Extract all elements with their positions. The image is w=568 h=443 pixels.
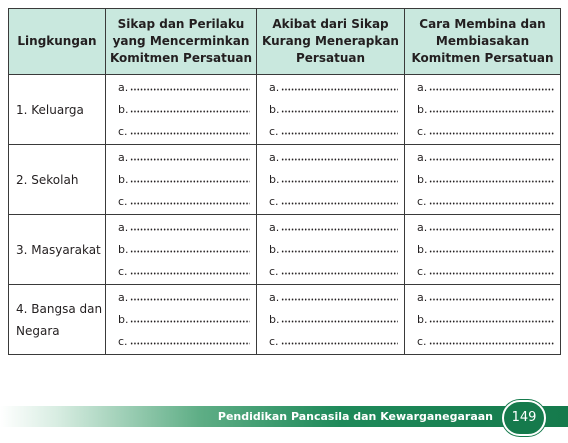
blank-item-label: b. [417,312,428,326]
dotted-fill-line [130,83,250,91]
answer-blank-line [417,261,554,283]
blank-item-label: b. [118,242,129,256]
blank-item-label: c. [118,334,128,348]
answer-blank-line [269,261,398,283]
environment-cell: 1. Keluarga [9,75,106,145]
blank-item-label: a. [417,220,428,234]
blank-item-label: b. [118,172,129,186]
answer-blank-line [118,99,250,121]
blank-item-label: b. [269,242,280,256]
answer-cell-cara-membina [405,215,561,285]
answer-blank-line [118,331,250,353]
answer-blank-line [417,191,554,213]
dotted-fill-line [281,267,398,275]
answer-cell-akibat [257,75,405,145]
blank-item-label: a. [269,220,280,234]
dotted-fill-line [281,105,398,113]
answer-blank-line [269,331,398,353]
blank-item-label: c. [269,194,279,208]
dotted-fill-line [429,175,554,183]
dotted-fill-line [130,337,250,345]
environment-cell: 3. Masyarakat [9,215,106,285]
blank-item-label: b. [269,312,280,326]
answer-blank-line [417,121,554,143]
answer-cell-sikap-perilaku [106,145,257,215]
dotted-fill-line [281,175,398,183]
answer-cell-akibat [257,145,405,215]
blank-item-label: a. [118,150,129,164]
blank-item-label: b. [269,102,280,116]
header-cara-membina: Cara Membina dan Membiasakan Komitmen Persatuan [405,9,561,75]
blank-item-label: b. [417,172,428,186]
blank-item-label: b. [118,102,129,116]
header-akibat: Akibat dari Sikap Kurang Menerapkan Persatuan [257,9,405,75]
dotted-fill-line [429,223,554,231]
blank-item-label: c. [269,264,279,278]
dotted-fill-line [429,197,554,205]
answer-cell-cara-membina [405,285,561,355]
blank-item-label: c. [417,124,427,138]
dotted-fill-line [130,105,250,113]
blank-item-label: a. [118,80,129,94]
dotted-fill-line [281,315,398,323]
dotted-fill-line [281,293,398,301]
header-row [9,9,561,75]
dotted-fill-line [130,197,250,205]
blank-item-label: b. [118,312,129,326]
dotted-fill-line [281,223,398,231]
environment-cell: 4. Bangsa dan Negara [9,285,106,355]
blank-item-label: b. [417,242,428,256]
blank-item-label: a. [417,150,428,164]
dotted-fill-line [429,153,554,161]
dotted-fill-line [429,337,554,345]
answer-blank-line [269,239,398,261]
answer-blank-line [269,99,398,121]
header-lingkungan: Lingkungan [9,9,106,75]
answer-blank-line [269,121,398,143]
answer-cell-cara-membina [405,75,561,145]
table-row [9,215,561,285]
header-sikap-perilaku: Sikap dan Perilaku yang Mencerminkan Komitmen Persatuan [106,9,257,75]
answer-blank-line [269,77,398,99]
answer-cell-akibat [257,285,405,355]
table-row [9,75,561,145]
page-number-badge: 149 [502,400,546,436]
answer-blank-line [118,261,250,283]
dotted-fill-line [130,153,250,161]
dotted-fill-line [130,245,250,253]
answer-blank-line [269,191,398,213]
blank-item-label: c. [417,194,427,208]
answer-blank-line [417,287,554,309]
answer-cell-sikap-perilaku [106,75,257,145]
footer-book-title: Pendidikan Pancasila dan Kewarganegaraan [217,410,493,423]
blank-item-label: a. [269,80,280,94]
blank-item-label: a. [417,290,428,304]
blank-item-label: c. [269,124,279,138]
dotted-fill-line [281,197,398,205]
dotted-fill-line [130,315,250,323]
blank-item-label: c. [417,334,427,348]
dotted-fill-line [130,293,250,301]
blank-item-label: b. [417,102,428,116]
answer-blank-line [118,217,250,239]
dotted-fill-line [429,315,554,323]
answer-cell-sikap-perilaku [106,215,257,285]
answer-blank-line [269,287,398,309]
dotted-fill-line [281,337,398,345]
worksheet-table [8,8,561,355]
answer-blank-line [269,147,398,169]
answer-blank-line [269,309,398,331]
blank-item-label: a. [269,290,280,304]
dotted-fill-line [429,245,554,253]
blank-item-label: a. [118,290,129,304]
dotted-fill-line [281,127,398,135]
dotted-fill-line [429,293,554,301]
blank-item-label: a. [269,150,280,164]
dotted-fill-line [429,127,554,135]
answer-blank-line [118,287,250,309]
answer-blank-line [118,77,250,99]
table-row [9,285,561,355]
answer-blank-line [118,309,250,331]
answer-blank-line [417,147,554,169]
answer-blank-line [269,169,398,191]
table-row [9,145,561,215]
environment-cell: 2. Sekolah [9,145,106,215]
blank-item-label: c. [118,264,128,278]
dotted-fill-line [130,223,250,231]
answer-cell-cara-membina [405,145,561,215]
answer-blank-line [118,169,250,191]
answer-cell-sikap-perilaku [106,285,257,355]
blank-item-label: c. [417,264,427,278]
dotted-fill-line [281,153,398,161]
answer-blank-line [118,121,250,143]
answer-blank-line [417,239,554,261]
answer-blank-line [417,309,554,331]
answer-blank-line [417,77,554,99]
dotted-fill-line [429,105,554,113]
blank-item-label: a. [417,80,428,94]
dotted-fill-line [130,175,250,183]
answer-blank-line [417,217,554,239]
answer-blank-line [417,331,554,353]
answer-blank-line [118,239,250,261]
answer-blank-line [118,191,250,213]
blank-item-label: c. [118,194,128,208]
answer-blank-line [417,99,554,121]
blank-item-label: a. [118,220,129,234]
dotted-fill-line [429,267,554,275]
dotted-fill-line [130,267,250,275]
dotted-fill-line [429,83,554,91]
answer-blank-line [269,217,398,239]
dotted-fill-line [281,245,398,253]
blank-item-label: c. [118,124,128,138]
dotted-fill-line [130,127,250,135]
answer-blank-line [118,147,250,169]
blank-item-label: b. [269,172,280,186]
blank-item-label: c. [269,334,279,348]
answer-cell-akibat [257,215,405,285]
answer-blank-line [417,169,554,191]
dotted-fill-line [281,83,398,91]
